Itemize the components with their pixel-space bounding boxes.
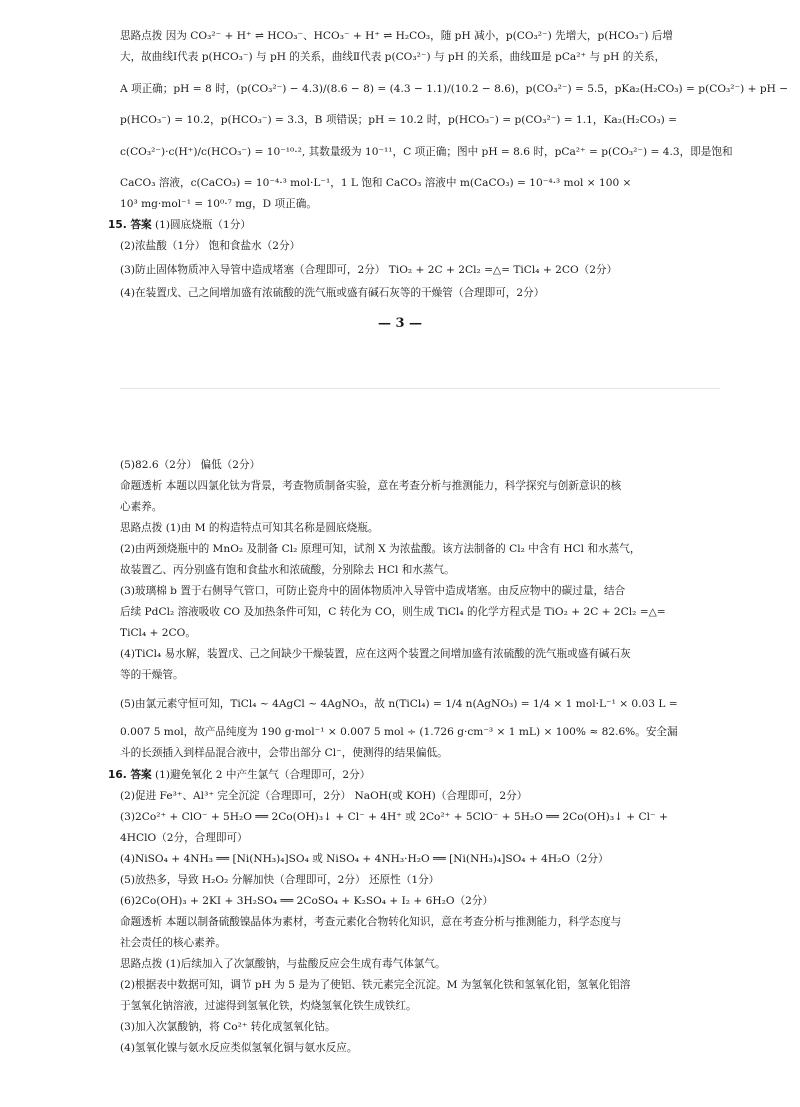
answer-line: (1)避免氧化 2 中产生氯气（合理即可，2分） [155,769,371,781]
text-line: TiCl₄ + 2CO。 [120,627,196,639]
answer-line: (3)防止固体物质冲入导管中造成堵塞（合理即可，2分） TiO₂ + 2C + 2Cl₂ =△= TiCl₄ + 2CO（2分） [120,264,618,276]
text-line: 故装置乙、丙分别盛有饱和食盐水和浓硫酸，分别除去 HCl 和水蒸气。 [120,564,455,576]
text-line: (2)由两颈烧瓶中的 MnO₂ 及制备 Cl₂ 原理可知，试剂 X 为浓盐酸。该方法制备的 Cl₂ 中含有 HCl 和水蒸气， [120,543,641,555]
text-line: 0.007 5 mol，故产品纯度为 190 g·mol⁻¹ × 0.007 5 mol ÷ (1.726 g·cm⁻³ × 1 mL) × 100% ≈ 82.6%。安全漏 [120,726,678,738]
answer-line: (4)在装置戊、己之间增加盛有浓硫酸的洗气瓶或盛有碱石灰等的干燥管（合理即可，2分） [120,287,545,299]
answer-block-q15 [108,215,698,304]
answer-line: (4)氢氧化镍与氨水反应类似氢氧化铜与氨水反应。 [120,1042,358,1054]
answer-line: (2)促进 Fe³⁺、Al³⁺ 完全沉淀（合理即可，2分） NaOH(或 KOH)（合理即可，2分） [120,790,528,802]
text-line: 后续 PdCl₂ 溶液吸收 CO 及加热条件可知，C 转化为 CO，则生成 TiCl₄ 的化学方程式是 TiO₂ + 2C + 2Cl₂ =△= [120,606,666,618]
analysis-block-q14 [120,26,789,215]
text-line: A 项正确；pH = 8 时，(p(CO₃²⁻) − 4.3)/(8.6 − 8) = (4.3 − 1.1)/(10.2 − 8.6)，p(CO₃²⁻) = 5.5，pKa₂(H₂CO₃) = p(CO₃²⁻) + pH − [120,83,789,95]
answer-line: 社会责任的核心素养。 [120,937,226,949]
text-line: c(CO₃²⁻)·c(H⁺)/c(HCO₃⁻) = 10⁻¹⁰·², 其数量级为 10⁻¹¹，C 项正确；图中 pH = 8.6 时，pCa²⁺ = p(CO₃²⁻) = 4.3，即是饱和 [120,146,733,158]
question-number: 16. 答案 [108,769,152,781]
answer-line: (1)圆底烧瓶（1分） [155,219,251,231]
page-number: — 3 — [377,316,423,331]
page-3 [0,0,800,385]
answer-line: (6)2Co(OH)₃ + 2KI + 3H₂SO₄ ══ 2CoSO₄ + K₂SO₄ + I₂ + 6H₂O（2分） [120,895,494,907]
text-line: 10³ mg·mol⁻¹ = 10⁰·⁷ mg，D 项正确。 [120,198,317,210]
text-line: 思路点拨 (1)由 M 的构造特点可知其名称是圆底烧瓶。 [120,522,379,534]
text-line: CaCO₃ 溶液，c(CaCO₃) = 10⁻⁴·³ mol·L⁻¹，1 L 饱和 CaCO₃ 溶液中 m(CaCO₃) = 10⁻⁴·³ mol × 100 × [120,177,632,189]
answer-line: 思路点拨 (1)后续加入了次氯酸钠，与盐酸反应会生成有毒气体氯气。 [120,958,446,970]
text-line: 等的干燥管。 [120,669,184,681]
text-line: (3)玻璃棉 b 置于右侧导气管口，可防止瓷舟中的固体物质冲入导管中造成堵塞。由反应物中的碳过量，结合 [120,585,626,597]
text-line: 命题透析 本题以四氯化钛为背景，考查物质制备实验，意在考查分析与推测能力，科学探究与创新意识的核 [120,480,622,492]
answer-block-q16 [108,765,698,1059]
text-line: (5)82.6（2分） 偏低（2分） [120,459,261,471]
answer-line: (4)NiSO₄ + 4NH₃ ══ [Ni(NH₃)₄]SO₄ 或 NiSO₄ + 4NH₃·H₂O ══ [Ni(NH₃)₄]SO₄ + 4H₂O（2分） [120,853,609,865]
text-line: (4)TiCl₄ 易水解，装置戊、己之间缺少干燥装置，应在这两个装置之间增加盛有浓硫酸的洗气瓶或盛有碱石灰 [120,648,631,660]
text-line: 大，故曲线Ⅰ代表 p(HCO₃⁻) 与 pH 的关系，曲线Ⅱ代表 p(CO₃²⁻) 与 pH 的关系，曲线Ⅲ是 pCa²⁺ 与 pH 的关系， [120,51,666,63]
answer-line: (3)加入次氯酸钠，将 Co²⁺ 转化成氢氧化钴。 [120,1021,336,1033]
text-line: p(HCO₃⁻) = 10.2，p(HCO₃⁻) = 3.3，B 项错误；pH = 10.2 时，p(HCO₃⁻) = p(CO₃²⁻) = 1.1，Ka₂(H₂CO₃) = [120,114,677,126]
page-separator [120,388,720,389]
text-line: 思路点拨 因为 CO₃²⁻ + H⁺ ⇌ HCO₃⁻、HCO₃⁻ + H⁺ ⇌ H₂CO₃，随 pH 减小，p(CO₃²⁻) 先增大，p(HCO₃⁻) 后增 [120,30,673,42]
answer-line: (5)放热多，导致 H₂O₂ 分解加快（合理即可，2分） 还原性（1分） [120,874,440,886]
answer-line: (3)2Co²⁺ + ClO⁻ + 5H₂O ══ 2Co(OH)₃↓ + Cl⁻ + 4H⁺ 或 2Co²⁺ + 5ClO⁻ + 5H₂O ══ 2Co(OH)₃↓ + Cl⁻ + [120,811,668,823]
text-line: (5)由氯元素守恒可知，TiCl₄ ~ 4AgCl ~ 4AgNO₃，故 n(TiCl₄) = 1/4 n(AgNO₃) = 1/4 × 1 mol·L⁻¹ × 0.03 L = [120,698,678,710]
answer-line: (2)根据表中数据可知，调节 pH 为 5 是为了使铝、铁元素完全沉淀。M 为氢氧化铁和氢氧化铝，氢氧化铝溶 [120,979,631,991]
answer-line: (2)浓盐酸（1分） 饱和食盐水（2分） [120,240,301,252]
text-line: 心素养。 [120,501,163,513]
analysis-block-q15 [120,455,698,764]
answer-line: 4HClO（2分，合理即可） [120,832,248,844]
page-4 [0,395,800,1107]
answer-line: 命题透析 本题以制备硫酸镍晶体为素材，考查元素化合物转化知识，意在考查分析与推测能力，科学态度与 [120,916,622,928]
question-number: 15. 答案 [108,219,152,231]
text-line: 斗的长颈插入到样品混合液中，会带出部分 Cl⁻，使测得的结果偏低。 [120,747,448,759]
answer-line: 于氢氧化钠溶液，过滤得到氢氧化铁，灼烧氢氧化铁生成铁红。 [120,1000,417,1012]
